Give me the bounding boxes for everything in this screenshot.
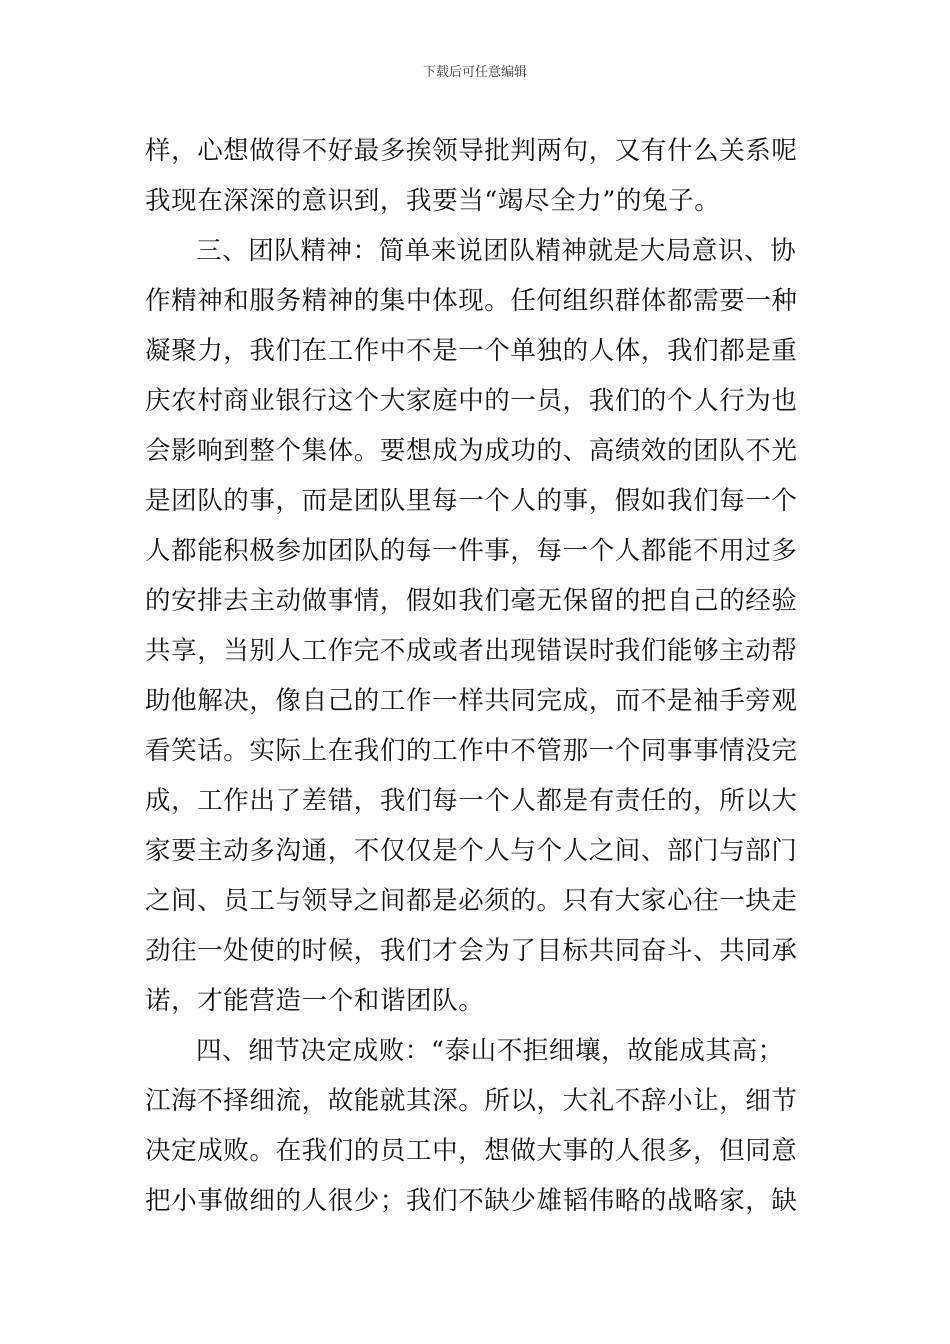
text-line: 我现在深深的意识到，我要当“竭尽全力”的兔子。: [145, 186, 721, 216]
text-line: 庆农村商业银行这个大家庭中的一员，我们的个人行为也: [145, 386, 798, 416]
text-line: 之间、员工与领导之间都是必须的。只有大家心往一块走: [145, 886, 798, 916]
text-line: 把小事做细的人很少；我们不缺少雄韬伟略的战略家，缺: [145, 1186, 798, 1216]
paragraph-start-line: 四、细节决定成败：“泰山不拒细壤，故能成其高；: [196, 1036, 784, 1066]
text-line: 诺，才能营造一个和谐团队。: [145, 986, 485, 1016]
text-line: 劲往一处使的时候，我们才会为了目标共同奋斗、共同承: [145, 936, 798, 966]
text-line: 凝聚力，我们在工作中不是一个单独的人体，我们都是重: [145, 336, 798, 366]
text-line: 是团队的事，而是团队里每一个人的事，假如我们每一个: [145, 486, 798, 516]
text-line: 江海不择细流，故能就其深。所以，大礼不辞小让，细节: [145, 1086, 798, 1116]
text-line: 家要主动多沟通，不仅仅是个人与个人之间、部门与部门: [145, 836, 798, 866]
text-line: 成，工作出了差错，我们每一个人都是有责任的，所以大: [145, 786, 798, 816]
document-body: [145, 126, 810, 1226]
text-line: 决定成败。在我们的员工中，想做大事的人很多，但同意: [145, 1136, 798, 1166]
text-line: 的安排去主动做事情，假如我们毫无保留的把自己的经验: [145, 586, 798, 616]
text-line: 看笑话。实际上在我们的工作中不管那一个同事事情没完: [145, 736, 798, 766]
text-line: 共享，当别人工作完不成或者出现错误时我们能够主动帮: [145, 636, 798, 666]
page-header: 下载后可任意编辑: [422, 65, 527, 80]
text-line: 助他解决，像自己的工作一样共同完成，而不是袖手旁观: [145, 686, 798, 716]
paragraph-start-line: 三、团队精神：简单来说团队精神就是大局意识、协: [196, 236, 797, 266]
text-line: 作精神和服务精神的集中体现。任何组织群体都需要一种: [145, 286, 798, 316]
text-line: 样，心想做得不好最多挨领导批判两句，又有什么关系呢: [145, 136, 798, 166]
text-line: 人都能积极参加团队的每一件事，每一个人都能不用过多: [145, 536, 798, 566]
text-line: 会影响到整个集体。要想成为成功的、高绩效的团队不光: [145, 436, 798, 466]
